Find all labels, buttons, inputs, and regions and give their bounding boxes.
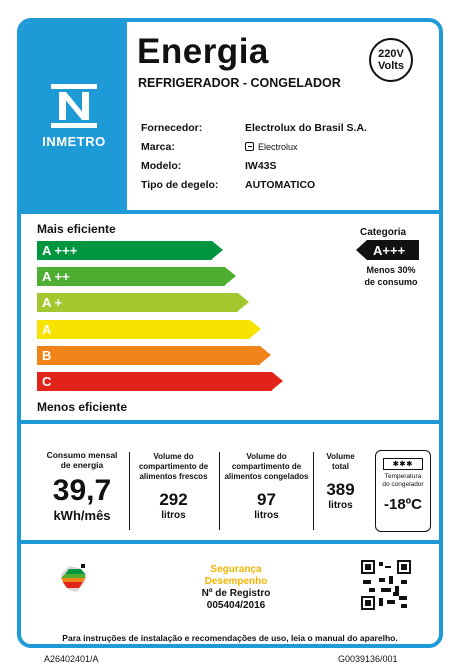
safety-label: Segurança [210,564,262,575]
volume-fresh [129,452,217,530]
label-code-right: G0039136/001 [338,654,398,664]
inmetro-logo-icon [51,84,97,128]
scale-bar-a-plus-plus: A ++ [37,267,225,286]
label-title: Energia [137,32,269,71]
volume-unit: litros [328,500,353,511]
category-note [353,264,429,288]
product-info [141,118,367,194]
info-value-brand [245,142,298,152]
divider-header [21,210,443,214]
info-key: Fornecedor: [141,121,203,134]
info-row-brand [141,137,367,156]
info-value: IW43S [245,159,277,172]
volume-unit: litros [254,510,279,521]
volume-value: 292 [159,490,188,509]
brand-name: Electrolux [258,141,298,152]
voltage-value: 220V [378,48,404,60]
consumption-label-2: de energia [60,460,104,470]
volume-label: Volume do [246,452,287,461]
category-note-line-2: de consumo [364,277,418,287]
inmetro-panel [21,22,127,210]
label-subtitle: REFRIGERADOR - CONGELADOR [138,76,341,90]
volume-label: alimentos congelados [224,472,309,481]
registration-number: 005404/2016 [206,600,266,611]
category-indicator: A+++ [367,240,419,260]
consumption-label-1: Consumo mensal [46,450,118,460]
volume-label: total [332,462,349,471]
energy-label [17,18,443,648]
info-value: AUTOMATICO [245,178,316,191]
info-key: Modelo: [141,159,182,172]
volume-unit: litros [161,510,186,521]
scale-bar-b: B [37,346,260,365]
volume-label: compartimento de [138,462,209,471]
freezer-stars-icon: ✱✱✱ [383,458,423,470]
consumption-unit: kWh/mês [53,508,111,523]
volume-label: compartimento de [231,462,302,471]
volume-label: alimentos frescos [139,472,208,481]
info-row-supplier [141,118,367,137]
scale-bar-a-plus-plus-plus: A +++ [37,241,212,260]
label-code-left: A26402401/A [44,654,99,664]
scale-top-label: Mais eficiente [37,222,116,236]
info-key: Tipo de degelo: [141,178,219,191]
consumption-value: 39,7 [52,474,112,507]
scale-bar-a-plus: A + [37,293,238,312]
volume-label: Volume do [153,452,194,461]
electrolux-logo-icon [245,142,254,151]
registration-label: Nº de Registro [201,588,271,599]
divider-footer [21,540,443,544]
category-note-line-1: Menos 30% [366,265,416,275]
brazil-map-icon [55,560,93,596]
volume-total [313,452,367,530]
freezer-temperature [375,450,431,532]
volume-value: 389 [326,480,355,499]
voltage-badge [369,38,413,82]
qr-code-icon [361,560,411,610]
freezer-label-2: do congelador [382,480,424,488]
freezer-temp-value: -18ºC [384,496,422,513]
category-title: Categoria [360,227,407,238]
monthly-consumption [31,450,133,523]
info-key: Marca: [141,140,175,153]
volume-frozen [219,452,313,530]
scale-bottom-label: Menos eficiente [37,400,128,414]
scale-bar-c: C [37,372,272,391]
instructions-text: Para instruções de instalação e recomendações de uso, leia o manual do aparelho. [62,633,398,643]
info-value: Electrolux do Brasil S.A. [245,121,367,134]
inmetro-logo-text: INMETRO [42,133,106,149]
divider-scale [21,420,443,424]
scale-bar-a: A [37,320,250,339]
certification-block [181,564,291,612]
freezer-label-1: Temperatura [384,473,422,480]
info-row-model [141,156,367,175]
volume-label: Volume [326,452,355,461]
info-row-defrost [141,175,367,194]
volume-value: 97 [257,490,276,509]
voltage-unit: Volts [377,60,405,72]
performance-label: Desempenho [204,576,268,587]
